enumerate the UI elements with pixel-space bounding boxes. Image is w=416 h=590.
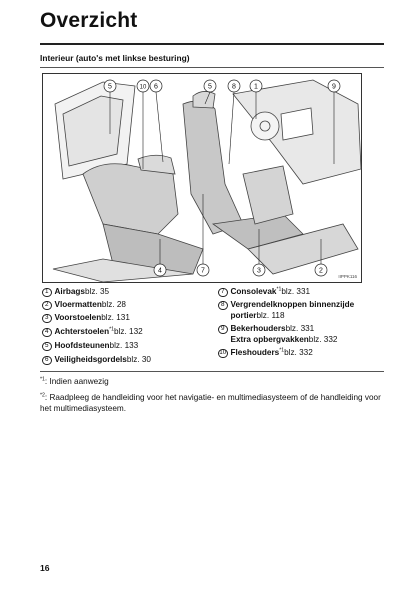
item-name: Voorstoelen (54, 313, 102, 322)
footnote-2-text: : Raadpleeg de handleiding voor het navigatie- en multimediasysteem of de handleiding voor het multimediasysteem. (40, 393, 381, 413)
item-text (231, 348, 313, 359)
item-subline-name: Extra opbergvakken (230, 334, 309, 344)
item-text (231, 324, 338, 345)
callout-label-top-6: 9 (332, 83, 336, 91)
list-item (42, 327, 214, 338)
item-name: Consolevak (230, 287, 277, 296)
item-number: 8 (218, 301, 228, 311)
item-page-ref: blz. 131 (101, 313, 130, 322)
item-text (55, 327, 143, 338)
item-number: 1 (42, 288, 52, 298)
item-page-ref: blz. 30 (126, 355, 151, 364)
list-item (42, 287, 214, 298)
list-item (218, 324, 386, 345)
interior-illustration (42, 73, 362, 283)
footnote-1-mark: *1 (40, 376, 45, 383)
item-subline (231, 335, 338, 346)
footnote-2-mark: *2 (40, 392, 45, 399)
footnote-1 (40, 377, 385, 388)
item-name: Vloermatten (54, 300, 102, 309)
callout-label-bottom-0: 4 (158, 267, 162, 275)
callout-label-top-1: 10 (139, 84, 147, 91)
interior-drawing (43, 74, 363, 284)
figure-code: IIPPK116 (338, 274, 357, 279)
item-name: Vergrendelknoppen binnenzijde (230, 300, 355, 309)
item-page-ref: blz. 331 (281, 287, 311, 296)
section-heading: Interieur (auto's met linkse besturing) (40, 53, 190, 63)
item-number: 9 (218, 325, 228, 335)
heading-divider (40, 67, 384, 68)
list-item (42, 355, 214, 366)
item-page-ref: blz. 133 (109, 341, 139, 350)
item-footnote-mark: *1 (109, 326, 115, 333)
footnote-divider (40, 371, 384, 372)
item-text (55, 341, 139, 352)
footnote-2 (40, 393, 385, 414)
item-number: 4 (42, 328, 52, 338)
footnote-1-text: : Indien aanwezig (44, 377, 109, 386)
callout-label-bottom-3: 2 (319, 267, 323, 275)
item-number: 7 (218, 288, 228, 298)
list-item (42, 313, 214, 324)
page-title: Overzicht (40, 9, 138, 32)
item-number: 10 (219, 349, 227, 356)
callout-label-bottom-2: 3 (257, 267, 261, 275)
item-name: Hoofdsteunen (54, 341, 110, 350)
item-name: Bekerhouders (230, 324, 286, 333)
item-number: 5 (42, 342, 52, 352)
item-name: Fleshouders (230, 348, 280, 357)
title-divider (40, 43, 384, 45)
callout-label-top-2: 6 (154, 83, 158, 91)
item-number: 2 (42, 301, 52, 311)
item-subline-page-ref: blz. 332 (308, 334, 338, 344)
item-page-ref: blz. 118 (256, 310, 285, 320)
list-item (42, 300, 214, 311)
list-item (218, 348, 386, 359)
item-page-ref: blz. 332 (284, 348, 313, 357)
item-name: Veiligheidsgordels (54, 355, 127, 364)
item-footnote-mark: *1 (279, 347, 285, 354)
list-item (218, 287, 386, 298)
callout-label-bottom-1: 7 (201, 267, 205, 275)
callout-label-top-0: 5 (108, 83, 112, 91)
list-item (42, 341, 214, 352)
item-name: Achterstoelen (54, 327, 110, 336)
item-page-ref: blz. 331 (285, 324, 315, 333)
item-text (55, 313, 130, 324)
item-name-continued: portier (230, 310, 257, 320)
callout-label-top-5: 1 (254, 83, 258, 91)
item-number: 3 (42, 314, 52, 324)
item-text (55, 355, 151, 366)
item-page-ref: blz. 132 (114, 327, 143, 336)
callout-label-top-4: 8 (232, 83, 236, 91)
item-text (55, 300, 126, 311)
item-text (231, 287, 311, 298)
item-page-ref: blz. 35 (84, 287, 110, 296)
item-name: Airbags (54, 287, 85, 296)
list-item (218, 300, 386, 321)
page-number: 16 (40, 563, 50, 573)
item-text (55, 287, 110, 298)
callout-label-top-3: 5 (208, 83, 212, 91)
item-page-ref: blz. 28 (101, 300, 126, 309)
item-text (231, 300, 355, 321)
item-number: 6 (42, 356, 52, 366)
item-footnote-mark: *1 (276, 286, 282, 293)
